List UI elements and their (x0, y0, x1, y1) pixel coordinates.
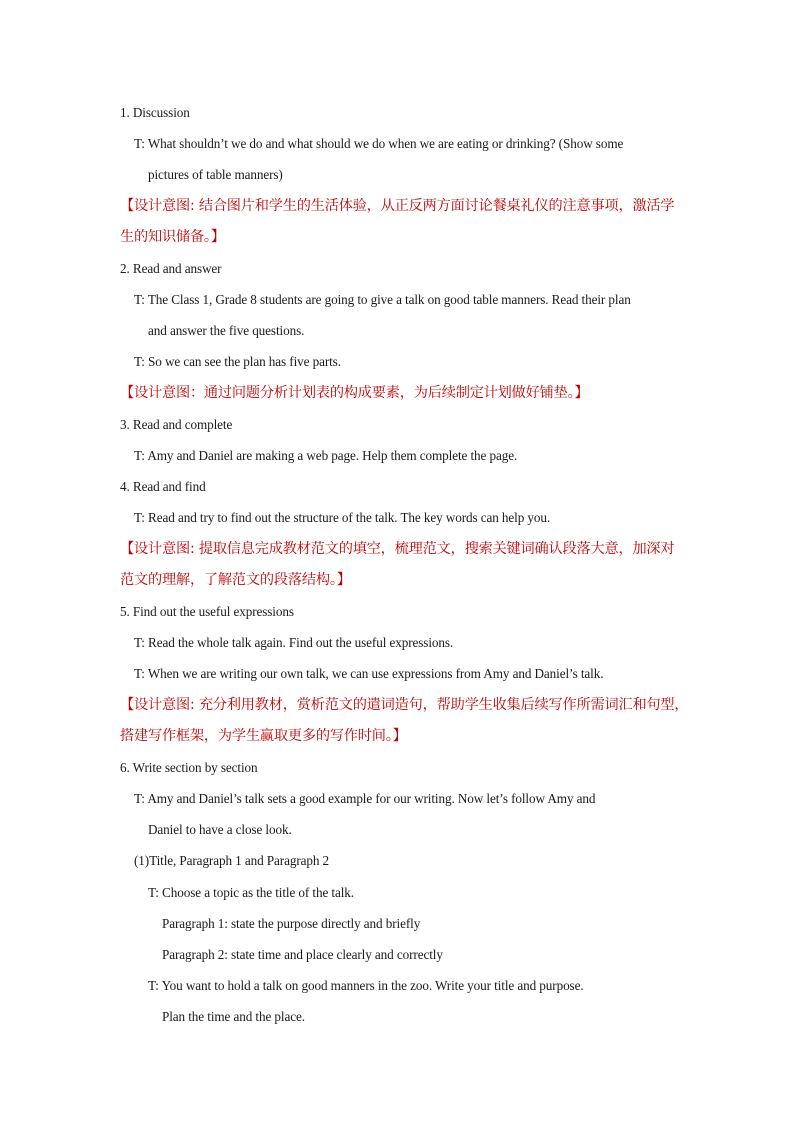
teacher-line: T: The Class 1, Grade 8 students are going to give a talk on good table manners. Read their plan (134, 292, 631, 307)
design-intent-note: 【设计意图: 结合图片和学生的生活体验，从正反两方面讨论餐桌礼仪的注意事项，激活学 (120, 198, 675, 214)
section-heading-read-and-answer: 2. Read and answer (120, 261, 222, 276)
teacher-line: T: Read and try to find out the structure of the talk. The key words can help you. (134, 510, 551, 525)
design-intent-note: 【设计意图: 充分利用教材，赏析范文的遣词造句，帮助学生收集后续写作所需词汇和句型， (120, 697, 689, 713)
section-heading-useful-expressions: 5. Find out the useful expressions (120, 604, 294, 619)
teacher-line: T: What shouldn’t we do and what should we do when we are eating or drinking? (Show some (134, 136, 624, 151)
teacher-line: T: Amy and Daniel’s talk sets a good example for our writing. Now let’s follow Amy and (134, 791, 596, 806)
teacher-line: T: Choose a topic as the title of the talk. (148, 885, 354, 900)
teacher-line-continued: Plan the time and the place. (162, 1009, 305, 1024)
teacher-line: T: Amy and Daniel are making a web page. Help them complete the page. (134, 448, 518, 463)
section-heading-read-and-complete: 3. Read and complete (120, 417, 233, 432)
design-intent-note-continued: 范文的理解，了解范文的段落结构。】 (120, 572, 351, 588)
paragraph-guideline: Paragraph 1: state the purpose directly and briefly (162, 916, 421, 931)
teacher-line: T: When we are writing our own talk, we can use expressions from Amy and Daniel’s talk. (134, 666, 604, 681)
paragraph-guideline: Paragraph 2: state time and place clearly and correctly (162, 947, 443, 962)
design-intent-note: 【设计意图: 提取信息完成教材范文的填空，梳理范文，搜索关键词确认段落大意，加深对 (120, 541, 675, 557)
design-intent-note: 【设计意图：通过问题分析计划表的构成要素，为后续制定计划做好铺垫。】 (120, 385, 589, 401)
teacher-line-continued: Daniel to have a close look. (148, 822, 292, 837)
design-intent-note-continued: 生的知识储备。】 (120, 229, 225, 245)
teacher-line: T: You want to hold a talk on good manners in the zoo. Write your title and purpose. (148, 978, 584, 993)
subsection-heading: (1)Title, Paragraph 1 and Paragraph 2 (134, 853, 330, 868)
design-intent-note-continued: 搭建写作框架，为学生赢取更多的写作时间。】 (120, 728, 407, 744)
section-heading-discussion: 1. Discussion (120, 105, 190, 120)
section-heading-read-and-find: 4. Read and find (120, 479, 206, 494)
teacher-line-continued: pictures of table manners) (148, 167, 283, 182)
teacher-line-continued: and answer the five questions. (148, 323, 305, 338)
teacher-line: T: Read the whole talk again. Find out the useful expressions. (134, 635, 454, 650)
teacher-line: T: So we can see the plan has five parts. (134, 354, 341, 369)
section-heading-write-section-by-section: 6. Write section by section (120, 760, 258, 775)
